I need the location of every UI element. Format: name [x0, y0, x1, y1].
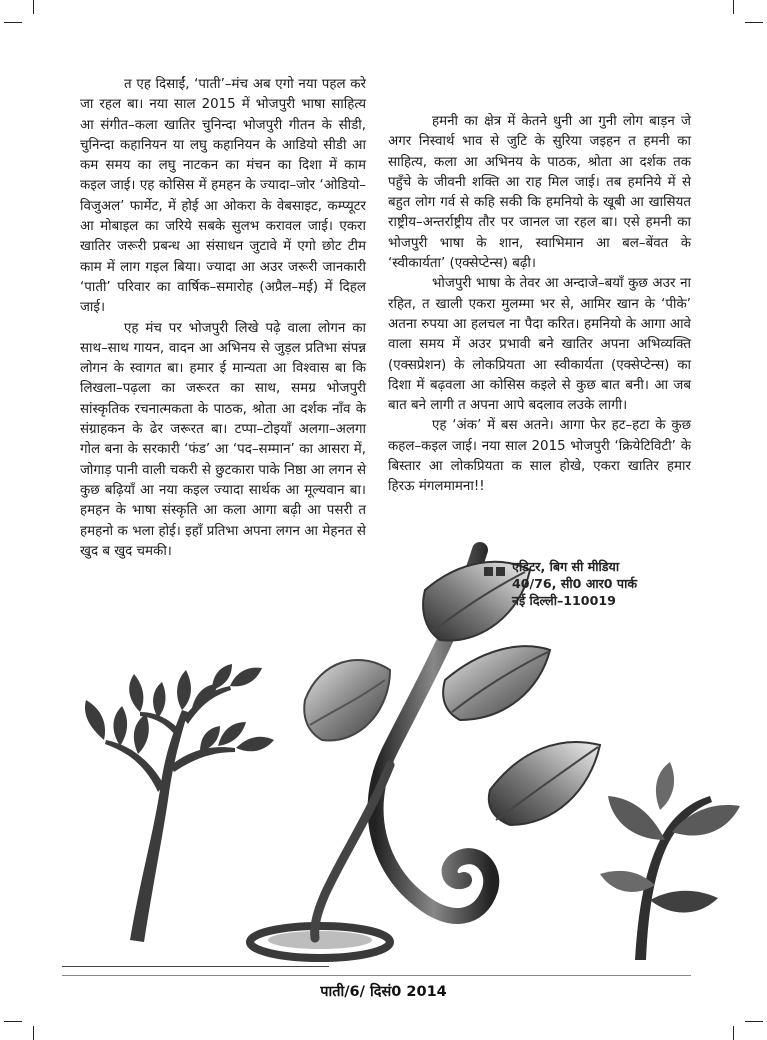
- footer-rule-right: [62, 975, 691, 976]
- paragraph: त एह दिसाईं, ‘पाती’–मंच अब एगो नया पहल करे जा रहल बा। नया साल 2015 में भोजपुरी भाषा साहित्य आ संगीत–कला खातिर चुनिन्दा भोजपुरी गीतन के सीडी, चुनिन्दा कहानियन या लघु कहानियन के आडियो सीडी आ कम समय का लघु नाटकन का मंचन का दिशा में काम कइल जाई। एह कोसिस में हमहन के ज्यादा–जोर ‘ओडियो–विजुअल’ फार्मेट, में होई आ ओकरा के वेबसाइट, कम्प्यूटर आ मोबाइल का जरिये सबके सुलभ करावल जाई। एकरा खातिर जरूरी प्रबन्ध आ संसाधन जुटावे में एगो छोट टीम काम में लाग गइल बिया। ज्यादा आ अउर जरूरी जानकारी ‘पाती’ परिवार का वार्षिक–समारोह (अप्रैल–मई) में दिहल जाई।: [80, 77, 366, 316]
- footer-rule-left: [62, 966, 329, 967]
- signature-marks: [484, 561, 508, 580]
- left-tree: [85, 664, 274, 942]
- paragraph: एह मंच पर भोजपुरी लिखे पढ़े वाला लोगन का साथ–साथ गायन, वादन आ अभिनय से जुड़ल प्रतिभा संपन्न लोगन के स्वागत बा। हमार ई मान्यता आ विश्वास बा कि लिखला–पढ़ला का जरूरत का साथ, समग्र भोजपुरी सांस्कृतिक रचनात्मकता के पाठक, श्रोता आ दर्शक नाँव के संग्राहकन के ढेर जरूरत बा। टप्पा–टोइयाँ अलगा–अलगा गोल बना के सरकारी ‘फंड’ आ ‘पद–सम्मान’ का आसरा में, जोगाड़ पानी वाली चकरी से छुटकारा पाके निष्ठा आ लगन से कुछ बढ़ियाँ आ नया कइल ज्यादा सार्थक आ मूल्यवान बा। हमहन के भाषा संस्कृति आ कला आगा बढ़ी आ पसरी त हमहनो क भला होई। इहाँ प्रतिभा अपना लगन आ मेहनत से खुद ब खुद चमकी।: [80, 320, 366, 559]
- crop-mark-tl-h: [4, 22, 22, 23]
- page-footer: पाती/6/ दिसं0 2014: [320, 984, 447, 1000]
- paragraph: भोजपुरी भाषा के तेवर आ अन्दाजे–बयाँ कुछ अउर ना रहित, त खाली एकरा मुलम्मा भर से, आमिर खान के ‘पीके’ अतना रुपया आ हलचल ना पैदा करित। हमनियो के आगा आवे वाला समय में अउर प्रभावी बने खातिर अपना अभिव्यक्ति (एक्सप्रेशन) के लोकप्रियता आ स्वीकार्यता (एक्सेप्टेन्स) का दिशा में बढ़वला आ कोसिस कइले से कुछ बात बनी। आ जब बात बने लागी त अपना आपे बदलाव लउके लागी।: [388, 276, 691, 414]
- right-column: [388, 112, 691, 498]
- signature-line: नई दिल्ली–110019: [512, 593, 616, 608]
- crop-mark-tr-v: [733, 0, 734, 14]
- crop-mark-bl-h: [4, 1021, 22, 1022]
- left-column: [80, 75, 366, 562]
- paragraph: हमनी का क्षेत्र में केतने धुनी आ गुनी लोग बाड़न जे अगर निस्वार्थ भाव से जुटि के सुरिया जइहन त हमनी का साहित्य, कला आ अभिनय के पाठक, श्रोता आ दर्शक तक पहुँचे के जीवनी शक्ति आ राह मिल जाई। तब हमनिये में से बहुत लोग गर्व से कहि सकी कि हमनियो के खूबी आ खासियत राष्ट्रीय–अन्तर्राष्ट्रीय तौर पर जानल जा रहल बा। एसे हमनी का भोजपुरी भाषा के शान, स्वाभिमान आ बल–बेंवत के ‘स्वीकार्यता’ (एक्सेप्टेन्स) बढ़ी।: [388, 114, 691, 272]
- crop-mark-bl-v: [33, 1026, 34, 1040]
- crop-mark-tr-h: [745, 22, 763, 23]
- paragraph: एह ‘अंक’ में बस अतने। आगा फेर हट–हटा के कुछ कहल–कइल जाई। नया साल 2015 भोजपुरी ‘क्रियेटिविटी’ के बिस्तार आ लोकप्रियता क साल होखे, एकरा खातिर हमार हिरऊ मंगलमामना!!: [388, 418, 691, 495]
- signature-line: 40/76, सी0 आर0 पार्क: [512, 576, 637, 591]
- crop-mark-br-v: [733, 1026, 734, 1040]
- right-plant: [600, 762, 740, 960]
- crop-mark-tl-v: [33, 0, 34, 14]
- signature-block: [512, 558, 697, 609]
- signature-line: एडिटर, बिग सी मीडिया: [512, 559, 620, 574]
- crop-mark-br-h: [745, 1021, 763, 1022]
